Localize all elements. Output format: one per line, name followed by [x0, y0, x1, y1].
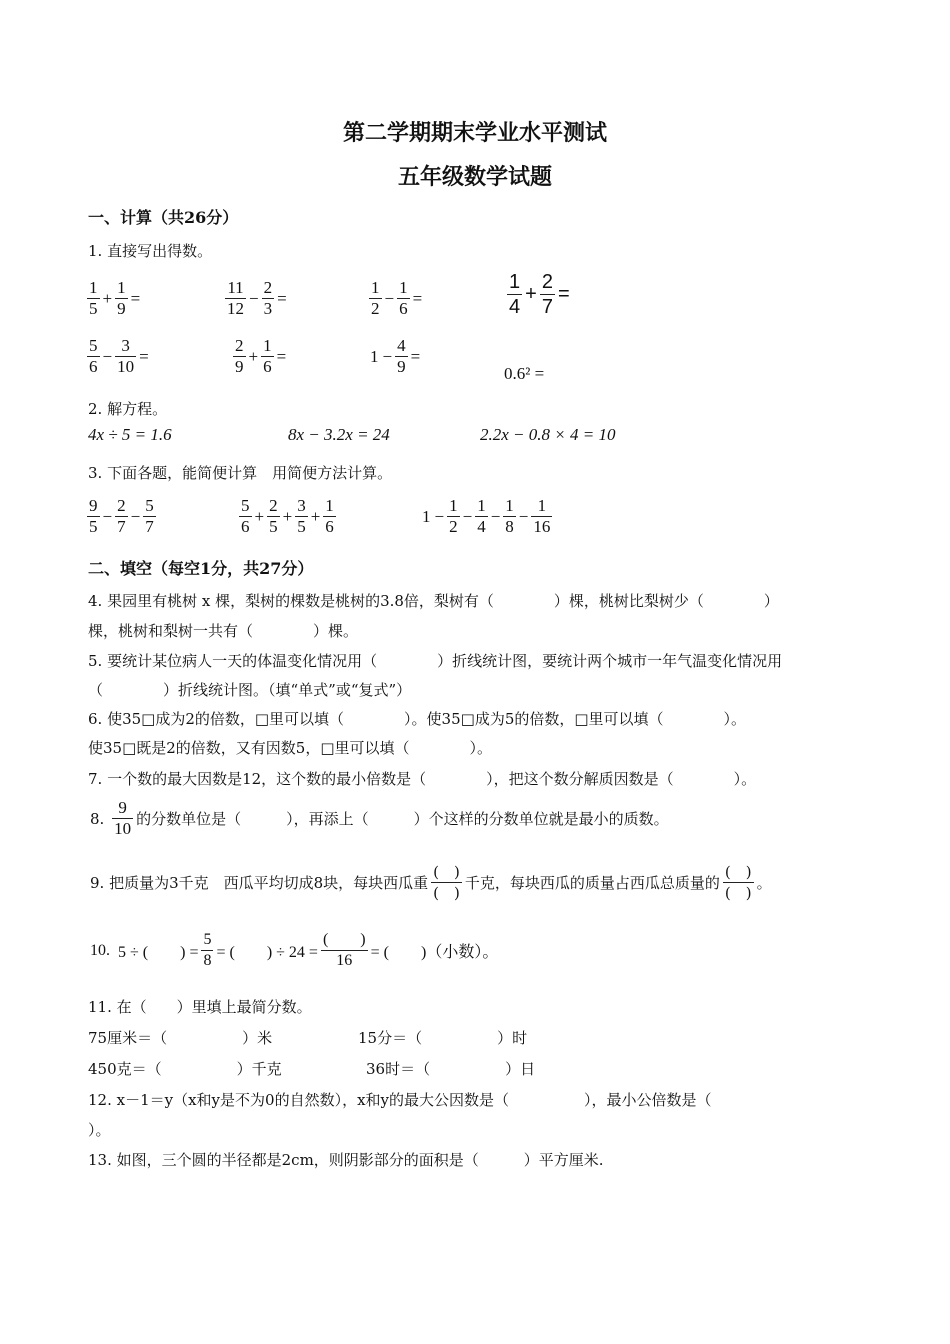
- q2-eq-1: 4x ÷ 5 = 1.6: [88, 425, 172, 444]
- q12-line-2: ）。: [88, 1121, 111, 1139]
- q5-line-1: 5. 要统计某位病人一天的体温变化情况用（ ）折线统计图，要统计两个城市一年气温变化情况用: [88, 652, 783, 670]
- q3-expr-3: 1 − $\frac{1}{2}$ − $\frac{1}{4}$ − $\frac{1}{8}$ − $\frac{1}{16}$: [422, 496, 551, 536]
- q9: 9. 把质量为3千克 西瓜平均切成8块，每块西瓜重 $\frac{( )}{( )}$ 千克，每块西瓜的质量占西瓜总质量的 $\frac{( )}{( )}$ 。: [90, 863, 772, 902]
- q7: 7. 一个数的最大因数是12，这个数的最小倍数是（ ），把这个数分解质因数是（ ）。: [88, 770, 757, 788]
- q1-item-5: $\frac{5}{6}$ − $\frac{3}{10}$ =: [89, 336, 149, 376]
- q4-line-1: 4. 果园里有桃树 x 棵，梨树的棵数是桃树的3.8倍，梨树有（ ）棵，桃树比梨树少（ ）: [88, 592, 779, 610]
- section-heading-calc: 一、计算（共26分）: [88, 208, 239, 227]
- page-title: 第二学期期末学业水平测试: [342, 120, 607, 146]
- q2-label: 2. 解方程。: [88, 400, 168, 418]
- section-heading-fill: 二、填空（每空1分，共27分）: [88, 559, 314, 578]
- q11-row1-b: 15分＝（ ）时: [358, 1029, 528, 1047]
- q1-item-6: $\frac{2}{9}$ + $\frac{1}{6}$ =: [235, 336, 287, 376]
- q1-item-3: $\frac{1}{2}$ − $\frac{1}{6}$ =: [371, 278, 423, 318]
- q10: 10. 5 ÷ ( ) = $\frac{5}{8}$ = ( ) ÷ 24 = $\frac{( )}{16}$ = ( )（小数）。: [90, 931, 499, 969]
- q11-row1-a: 75厘米＝（ ）米: [88, 1029, 273, 1047]
- page-subtitle: 五年级数学试题: [397, 164, 552, 190]
- q4-line-2: 棵，桃树和梨树一共有（ ）棵。: [88, 622, 359, 640]
- q1-item-4: $\frac{1}{4}$ + $\frac{2}{7}$ =: [509, 271, 570, 318]
- q1-label: 1. 直接写出得数。: [88, 242, 213, 260]
- q1-item-8: 0.6² =: [504, 364, 545, 383]
- q5-line-2: （ ）折线统计图。（填“单式”或“复式”）: [88, 681, 412, 699]
- q12-line-1: 12. x－1＝y（x和y是不为0的自然数），x和y的最大公因数是（ ），最小公倍数是（: [88, 1091, 712, 1109]
- q2-eq-3: 2.2x − 0.8 × 4 = 10: [480, 425, 616, 444]
- q3-expr-2: $\frac{5}{6}$ + $\frac{2}{5}$ + $\frac{3}{5}$ + $\frac{1}{6}$: [241, 496, 334, 536]
- q1-item-7: 1 − $\frac{4}{9}$ =: [370, 336, 421, 376]
- q6-line-1: 6. 使35□成为2的倍数，□里可以填（ ）。使35□成为5的倍数，□里可以填（ ）。: [88, 710, 747, 728]
- q8: 8. $\frac{9}{10}$ 的分数单位是（ ），再添上（ ）个这样的分数单位就是最小的质数。: [90, 798, 669, 838]
- q13: 13. 如图，三个圆的半径都是2cm，则阴影部分的面积是（ ）平方厘米.: [88, 1151, 604, 1169]
- q3-expr-1: $\frac{9}{5}$ − $\frac{2}{7}$ − $\frac{5}{7}$: [89, 496, 154, 536]
- q11-label: 11. 在（ ）里填上最简分数。: [88, 998, 312, 1016]
- q1-item-1: $\frac{1}{5}$ + $\frac{1}{9}$ =: [89, 278, 141, 318]
- q6-line-2: 使35□既是2的倍数，又有因数5，□里可以填（ ）。: [88, 739, 493, 757]
- q2-eq-2: 8x − 3.2x = 24: [288, 425, 390, 444]
- q1-item-2: $\frac{11}{12}$ − $\frac{2}{3}$ =: [227, 278, 287, 318]
- q11-row2-b: 36时＝（ ）日: [366, 1060, 536, 1078]
- q11-row2-a: 450克＝（ ）千克: [88, 1060, 282, 1078]
- q3-label: 3. 下面各题，能简便计算 用简便方法计算。: [88, 464, 393, 482]
